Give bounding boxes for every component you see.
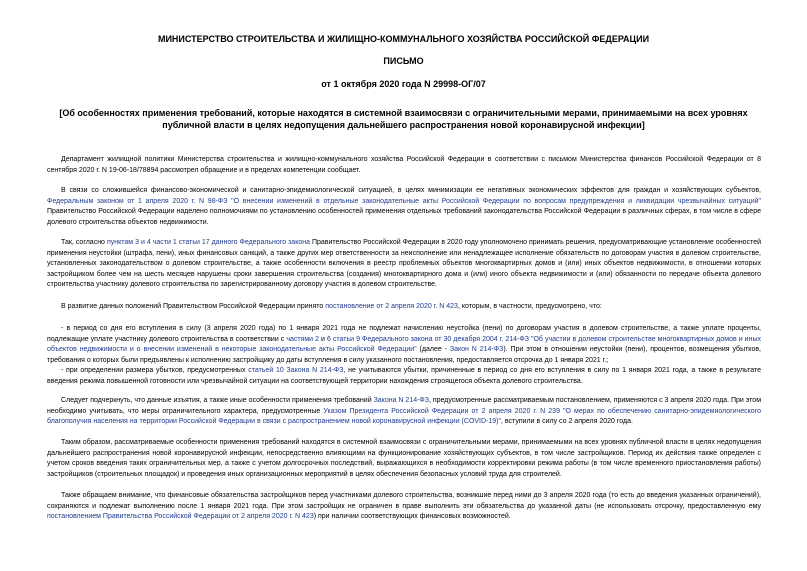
paragraph-text: , вступили в силу со 2 апреля 2020 года. [501, 418, 633, 425]
paragraph-text: , не учитываются убытки, причиненные в период со дня его вступления в силу по 1 января 2021 года, а также в результате введения режима повышенной готовности или чрезвычайной ситуации на соответствующей территории нахождения строящегося объекта долевого строительства. [47, 367, 761, 385]
paragraph-text: и [319, 335, 327, 343]
paragraph-text: Правительство Российской Федерации наделено полномочиями по установлению особенностей применения отдельных требований законодательства Российской Федерации в различных сферах, в том числе в сфере долевого строительства объектов недвижимости. [47, 208, 761, 226]
paragraph-4 [47, 302, 761, 313]
document-title: [Об особенностях применения требований, которые находятся в системной взаимосвязи с ограничительными мерами, принимаемыми на всех уровнях публичной власти в целях недопущения дальнейшего распространения новой коронавирусной инфекции] [59, 108, 748, 130]
paragraph-1 [47, 155, 761, 176]
law-214-fz-link[interactable]: Закон N 214-ФЗ [449, 346, 504, 353]
resolution-423-link[interactable]: постановлением Правительства Российской Федерации от 2 апреля 2020 г. N 423 [47, 513, 314, 520]
paragraph-3 [47, 238, 761, 291]
article-17-link[interactable]: пунктам 3 и 4 части 1 статьи 17 данного Федерального закона [106, 239, 310, 246]
paragraph-text: Следует подчеркнуть, что данные изъятия, а также иные особенности применения требований [61, 397, 374, 404]
paragraph-text: (далее - [416, 346, 450, 353]
resolution-423-link[interactable]: постановление от 2 апреля 2020 г. N 423 [325, 303, 458, 310]
decree-239-link[interactable]: Указом Президента Российской Федерации от 2 апреля 2020 г. N 239 "О мерах по обеспечению санитарно-эпидемиологического благополучия населения на территории Российской Федерации в связи с распространением новой коронавирусной инфекции (COVID-19)" [47, 407, 761, 425]
paragraph-text: , предусмотренные рассматриваемым постановлением, применяются с 3 апреля 2020 года. При этом необходимо учитывать, что меры ограничительного характера, предусмотренные [47, 397, 762, 415]
paragraph-text: ). При этом в отношении неустойки (пени), процентов, возмещения убытков, требования о которых были предъявлены к исполнению застройщику до даты вступления в силу указанного постановления, предоставляется отсрочка до 1 января 2021 г.; [47, 346, 761, 364]
parts-2-link[interactable]: частями 2 [286, 335, 319, 343]
paragraph-text: - при определении размера убытков, предусмотренных [61, 367, 249, 374]
paragraph-text: , которым, в частности, предусмотрено, что: [457, 303, 602, 310]
paragraph-5 [47, 324, 761, 366]
paragraph-text: Таким образом, рассматриваемые особенности применения требований находятся в системной взаимосвязи с ограничительными мерами, принимаемыми на всех уровнях публичной власти в целях недопущения дальнейшего распространения новой коронавирусной инфекции, непосредственно влияющими на функционирование хозяйствующих субъектов, в том числе застройщиков. Период их действия также определен с учетом сроков введения таких ограничительных мер, а также с учетом долгосрочных последствий, выражающихся в необходимости корректировки режима работы (в том числе временного приостановления работы) застройщиков (строительных площадок) и проведения иных организационных мероприятий в целях обеспечения безопасных условий труда для строителей. [47, 439, 761, 478]
ministry-heading: МИНИСТЕРСТВО СТРОИТЕЛЬСТВА И ЖИЛИЩНО-КОММУНАЛЬНОГО ХОЗЯЙСТВА РОССИЙСКОЙ ФЕДЕРАЦИИ [157, 34, 650, 44]
paragraph-6 [47, 366, 761, 387]
paragraph-text: Так, согласно [61, 239, 107, 246]
paragraph-text: В связи со сложившейся финансово-экономической и санитарно-эпидемиологической ситуацией, в целях минимизации ее негативных экономических эффектов для граждан и хозяйствующих субъектов, [61, 187, 761, 194]
paragraph-text: ) при наличии соответствующих финансовых возможностей. [313, 513, 511, 520]
law-214-fz-link[interactable]: Закона N 214-ФЗ [373, 397, 429, 404]
document-date: от 1 октября 2020 года N 29998-ОГ/07 [321, 79, 486, 89]
article-10-link[interactable]: статьей 10 Закона N 214-ФЗ [248, 367, 344, 374]
law-214-fz-article-9-link[interactable]: 6 статьи 9 Федерального закона от 30 декабря 2004 г. 214-ФЗ "Об участии в долевом строительстве многоквартирных домов и иных объектов недвижимости и о внесении изменений в некоторые законодательные акты Российской Федерации" [47, 335, 761, 353]
paragraph-7 [47, 396, 761, 428]
paragraph-text: - в период со дня его вступления в силу (3 апреля 2020 года) по 1 января 2021 года не подлежат начислению неустойка (пени) по договорам участия в долевом строительстве, а также уплате проценты, подлежащие уплате участнику долевого строительства в соответствии с [47, 325, 761, 343]
paragraph-9 [47, 491, 761, 523]
paragraph-text: Также обращаем внимание, что финансовые обязательства застройщиков перед участниками долевого строительства, возникшие перед ними до 3 апреля 2020 года (то есть до введения указанных ограничений), сохраняются и подлежат выполнению после 1 января 2021 года. При этом застройщик не ограничен в праве выполнить эти обязательства до указанной даты (не использовать отсрочку, предоставленную ему [47, 492, 761, 510]
document-type: ПИСЬМО [383, 56, 424, 66]
paragraph-8 [47, 438, 761, 480]
law-98-fz-link[interactable]: Федеральным законом от 1 апреля 2020 г. N 98-ФЗ "О внесении изменений в отдельные законодательные акты Российской Федерации по вопросам предупреждения и ликвидации чрезвычайных ситуаций" [47, 197, 761, 205]
paragraph-text: В развитие данных положений Правительством Российской Федерации принято [61, 303, 326, 310]
paragraph-text: Департамент жилищной политики Министерства строительства и жилищно-коммунального хозяйства Российской Федерации в соответствии с письмом Министерства финансов Российской Федерации от 8 сентября 2020 г. N 19-06-18/78894 рассмотрел обращение и в пределах компетенции сообщает. [47, 156, 761, 174]
paragraph-2 [47, 186, 761, 228]
paragraph-text: Правительство Российской Федерации в 2020 году уполномочено принимать решения, предусматривающие установление особенностей применения неустойки (штрафа, пени), иных финансовых санкций, а также других мер ответственности за неисполнение или ненадлежащее исполнение обязательств по договорам участия в долевом строительстве, установленных законодательством о долевом строительстве, а также особенности включения в реестр проблемных объектов многоквартирных домов и (или) иных объектов недвижимости, в отношении которых застройщиком более чем на шесть месяцев нарушены сроки завершения строительства (создания) многоквартирного дома и (или) иного объекта недвижимости и (или) обязанности по передаче объекта долевого строительства участнику долевого строительства по зарегистрированному договору участия в долевом строительстве. [47, 239, 762, 288]
